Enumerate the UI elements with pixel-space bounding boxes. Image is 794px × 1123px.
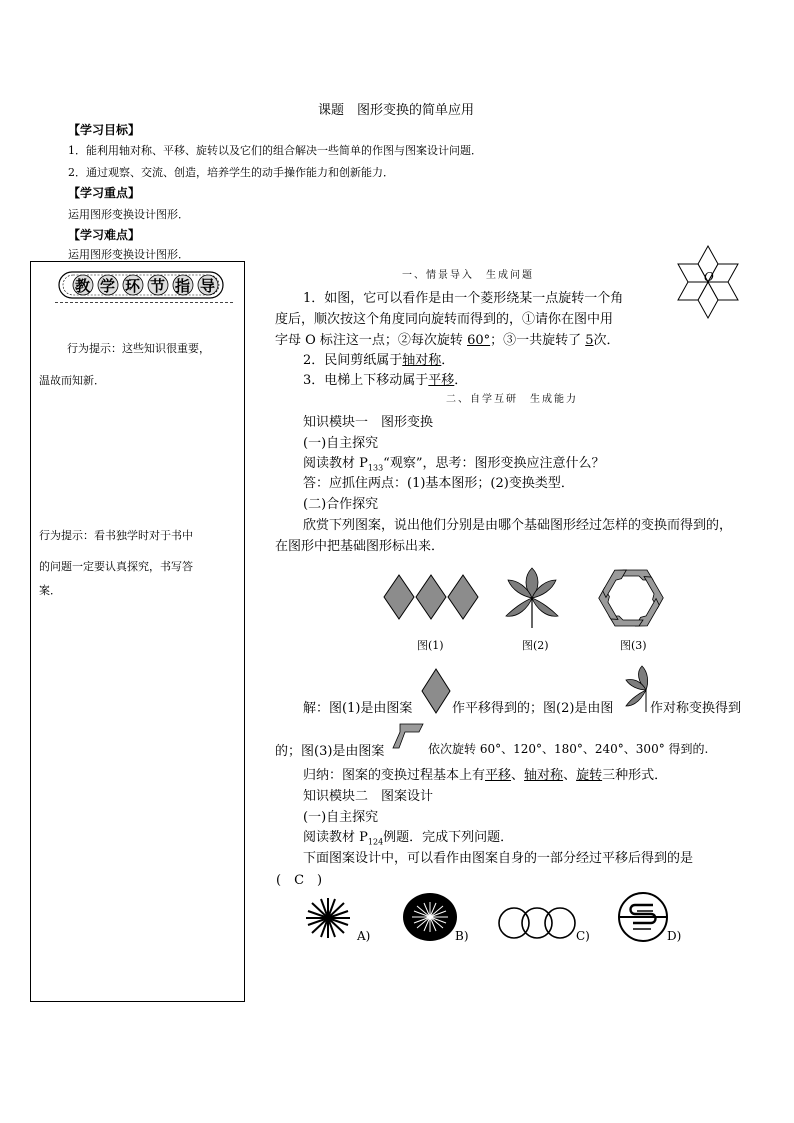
solution-d: 的；图(3)是由图案 — [275, 744, 385, 759]
difficulty-heading: 【学习难点】 — [68, 228, 141, 242]
q2-b: ． — [441, 353, 455, 368]
q2-answer: 轴对称 — [402, 353, 442, 368]
explore1-heading: (一)自主探究 — [303, 436, 379, 451]
figure2-leaves — [500, 566, 564, 630]
page-title: 课题 图形变换的简单应用 — [318, 103, 475, 118]
q3-answer: 平移 — [428, 373, 455, 388]
figure3-rotation — [598, 566, 664, 630]
module2-title: 知识模块二 图案设计 — [303, 789, 434, 804]
solution-diamond-shape — [421, 668, 451, 714]
goal-item-2: 2．通过观察、交流、创造，培养学生的动手操作能力和创新能力． — [68, 166, 394, 179]
option-d-figure — [617, 891, 669, 943]
summary-sep1: 、 — [511, 768, 525, 783]
read2-b: 例题．完成下列问题． — [383, 830, 514, 845]
task-line1: 欣赏下列图案，说出他们分别是由哪个基础图形经过怎样的变换而得到的， — [303, 518, 733, 533]
q3-a: 3．电梯上下移动属于 — [303, 373, 429, 388]
q1-line2: 度后，顺次按这个角度同向旋转而得到的，①请你在图中用 — [275, 312, 614, 327]
option-a-label: A) — [357, 929, 371, 943]
tip2-line1: 行为提示：看书独学时对于书中 — [39, 529, 193, 542]
q1-line3-c: 次． — [593, 333, 620, 348]
option-d-label: D) — [667, 929, 682, 943]
q1-angle-answer: 60° — [467, 333, 491, 348]
solution-b: 作平移得到的；图(2)是由图 — [452, 701, 614, 716]
option-c-label: C) — [576, 929, 590, 943]
option-b-label: B) — [455, 929, 469, 943]
figure-point-label: O — [704, 270, 714, 284]
key-points-text: 运用图形变换设计图形． — [68, 208, 189, 221]
banner-char-4: 节 — [150, 277, 166, 295]
q3-line — [303, 369, 467, 388]
summary-b: 三种形式． — [602, 768, 668, 783]
read1-b: “观察”，思考：图形变换应注意什么？ — [383, 456, 605, 471]
section1-heading: 一、情景导入 生成问题 — [402, 270, 534, 281]
banner-divider — [55, 302, 233, 303]
solution-e: 依次旋转 60°、120°、180°、240°、300° 得到的. — [428, 742, 709, 756]
module1-title: 知识模块一 图形变换 — [303, 415, 434, 430]
q2-line — [303, 349, 454, 368]
option-c-figure — [497, 903, 577, 943]
solution-c: 作对称变换得到 — [650, 701, 742, 716]
option-b-figure — [402, 892, 458, 942]
summary-line — [303, 764, 667, 783]
difficulty-text: 运用图形变换设计图形． — [68, 248, 189, 261]
sidebar-guide — [30, 261, 245, 1002]
q1-times-answer: 5 — [585, 333, 594, 348]
key-points-heading: 【学习重点】 — [68, 186, 141, 200]
summary-sep2: 、 — [563, 768, 577, 783]
coop-heading: (二)合作探究 — [303, 497, 379, 512]
figure3-label: 图(3) — [620, 639, 647, 652]
banner-char-1: 教 — [75, 277, 91, 295]
read1-page: 133 — [367, 463, 384, 473]
task-line2: 在图形中把基础图形标出来． — [275, 539, 445, 554]
read2-a: 阅读教材 P — [303, 830, 368, 845]
read2-page: 124 — [367, 837, 384, 847]
tip2-line3: 案． — [39, 584, 61, 597]
banner-char-6: 导 — [200, 277, 216, 295]
summary-rotation: 旋转 — [576, 768, 603, 783]
answer1: 答：应抓住两点：(1)基本图形；(2)变换类型． — [303, 476, 574, 491]
figure2-label: 图(2) — [522, 639, 549, 652]
section2-heading: 二、自学互研 生成能力 — [446, 394, 578, 405]
tip2-line2: 的问题一定要认真探究，书写答 — [39, 560, 193, 573]
read1-a: 阅读教材 P — [303, 456, 368, 471]
q1-line3-b: ；③一共旋转了 — [490, 333, 586, 348]
explore2-heading: (一)自主探究 — [303, 810, 379, 825]
q3-b: ． — [454, 373, 468, 388]
read2-line — [303, 826, 513, 847]
goals-heading: 【学习目标】 — [68, 123, 141, 137]
rhombus-star-figure — [660, 234, 756, 330]
question-line1: 下面图案设计中，可以看作由图案自身的一部分经过平移后得到的是 — [303, 851, 694, 866]
option-a-figure — [303, 896, 353, 940]
goal-item-1: 1．能利用轴对称、平移、旋转以及它们的组合解决一些简单的作图与图案设计问题． — [68, 144, 482, 157]
q1-line3 — [275, 329, 620, 348]
summary-axial: 轴对称 — [524, 768, 564, 783]
banner-char-3: 环 — [125, 277, 141, 295]
q1-line1: 1．如图，它可以看作是由一个菱形绕某一点旋转一个角 — [303, 291, 624, 306]
figure1-diamonds — [383, 574, 479, 620]
solution-bar-shape — [391, 722, 425, 750]
summary-a: 归纳：图案的变换过程基本上有 — [303, 768, 486, 783]
figure1-label: 图(1) — [417, 639, 444, 652]
sidebar-banner — [55, 270, 227, 300]
tip1-line1: 行为提示：这些知识很重要， — [67, 342, 210, 355]
summary-translation: 平移 — [485, 768, 512, 783]
question-answer: ( C ) — [276, 873, 323, 888]
solution-leaf-shape — [624, 664, 650, 714]
read1-line — [303, 452, 604, 473]
q1-line3-a: 字母 O 标注这一点；②每次旋转 — [275, 333, 468, 348]
banner-char-5: 指 — [175, 277, 191, 295]
q2-a: 2．民间剪纸属于 — [303, 353, 403, 368]
solution-a: 解：图(1)是由图案 — [303, 701, 413, 716]
tip1-line2: 温故而知新． — [39, 374, 105, 387]
banner-char-2: 学 — [100, 277, 116, 295]
